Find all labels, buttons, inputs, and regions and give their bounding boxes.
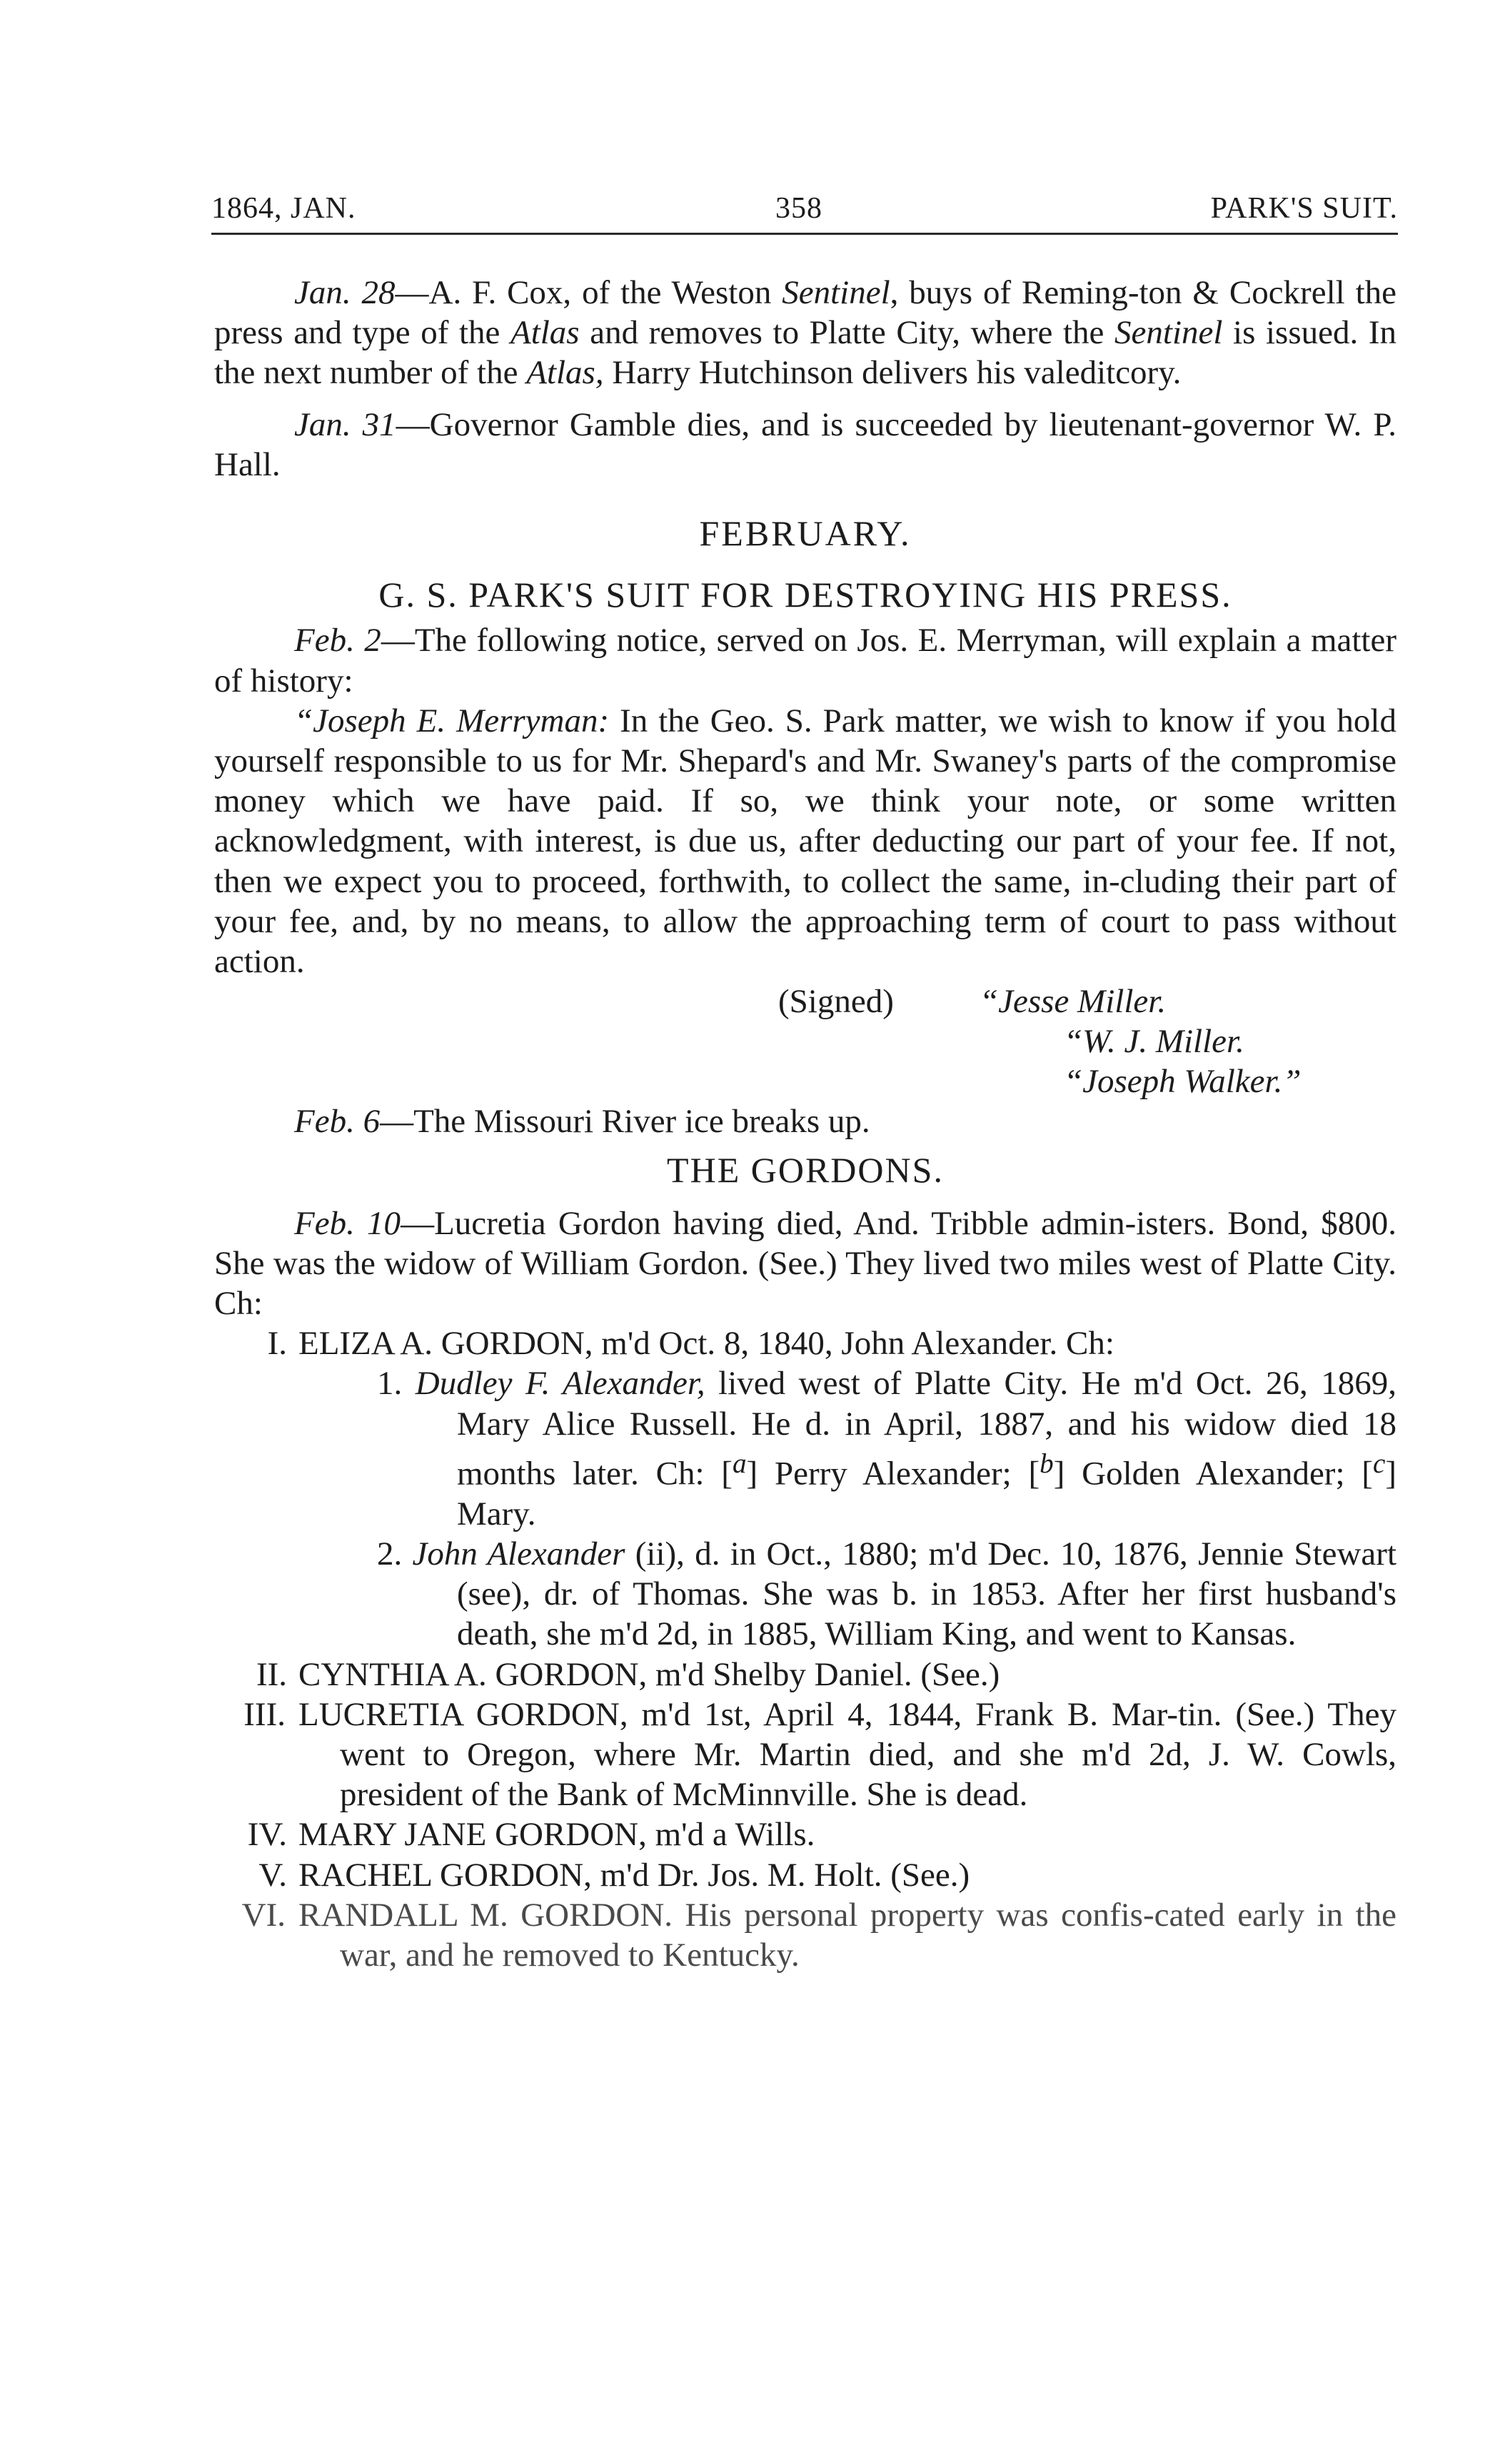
grandchild-name: Dudley F. Alexander, [415,1365,705,1403]
entry-text: —A. F. Cox, of the Weston [395,274,782,311]
child-text: RACHEL GORDON, m'd Dr. Jos. M. Holt. (See.) [298,1856,970,1894]
section-heading-month: FEBRUARY. [699,513,912,554]
entry-text: —Lucretia Gordon having died, And. Tribble admin-isters. Bond, $800. She was the widow of William Gordon. (See.) They lived two miles west of Platte City. Ch: [214,1204,1396,1323]
entry-text: —Governor Gamble dies, and is succeeded by lieutenant-governor W. P. Hall. [214,405,1396,483]
entry-feb-10 [214,1203,1396,1324]
running-header [211,191,1398,234]
section-heading-gordons: THE GORDONS. [667,1150,944,1191]
grandchild-text: ] Golden Alexander; [ [1053,1455,1373,1493]
header-rule [211,233,1398,235]
newspaper-name: Sentinel [1114,314,1223,352]
child-entry [214,1323,1396,1363]
roman-numeral: III. [243,1695,286,1733]
entry-date: Feb. 10 [294,1204,401,1242]
entry-text: is issued. In the next number of the [214,314,1397,392]
roman-numeral: II. [256,1655,287,1693]
newspaper-name: Atlas, [526,354,604,392]
child-entry [214,1814,1396,1854]
child-entry [214,1655,1396,1695]
header-date: 1864, JAN. [211,192,356,225]
letter-salutation: “Joseph E. Merryman: [294,702,610,739]
child-entry [214,1895,1396,1975]
entry-date: Feb. 6 [294,1103,381,1141]
signer-name: “W. J. Miller. [1064,1023,1244,1061]
grandchild-text: (ii), d. in Oct., 1880; m'd Dec. 10, 1876, Jennie Stewart (see), dr. of Thomas. She was b. in 1853. After her first husband's death, she m'd 2d, in 1885, William King, and went to Kansas. [457,1535,1396,1653]
letter-body: In the Geo. S. Park matter, we wish to know if you hold yourself responsible to us for Mr. Shepard's and Mr. Swaney's parts of the compromise money which we have paid. If so, we think your note, or some written acknowledgment, with interest, is due us, after deducting our part of your fee. If not, then we expect you to proceed, forthwith, to collect the same, in-cluding their part of your fee, and, by no means, to allow the approaching term of court to pass without action. [214,702,1396,981]
child-text: CYNTHIA A. GORDON, m'd Shelby Daniel. (See.) [298,1655,1000,1693]
roman-numeral: VI. [241,1896,286,1934]
grandchild-text: ] Perry Alexander; [ [746,1455,1040,1493]
footnote-letter: a [732,1448,747,1479]
child-text: MARY JANE GORDON, m'd a Wills. [298,1816,815,1854]
signed-label: (Signed) [778,983,894,1021]
entry-text: and removes to Platte City, where the [579,314,1115,352]
entry-text: —The Missouri River ice breaks up. [380,1103,870,1141]
entry-jan-28 [214,273,1396,393]
grandchild-number: 2. [377,1535,403,1572]
entry-date: Jan. 31 [294,405,396,443]
roman-numeral: V. [258,1856,287,1894]
grandchild-entry [214,1363,1396,1533]
roman-numeral: I. [267,1325,287,1363]
child-text: LUCRETIA GORDON, m'd 1st, April 4, 1844, Frank B. Mar-tin. (See.) They went to Oregon, where Mr. Martin died, and she m'd 2d, J. W. Cowls, president of the Bank of McMinnville. She is dead. [298,1695,1396,1814]
roman-numeral: IV. [247,1816,287,1854]
signature-line-3 [214,1061,1396,1101]
grandchild-name: John Alexander [412,1535,625,1572]
child-text: RANDALL M. GORDON. His personal property was confis-cated early in the war, and he removed to Kentucky. [298,1896,1396,1974]
quoted-letter [214,701,1396,981]
signature-line-2 [214,1021,1396,1061]
entry-date: Feb. 2 [294,622,381,660]
signer-name: “Joseph Walker.” [1064,1063,1302,1101]
entry-jan-31 [214,405,1396,485]
signature-line-1 [214,981,1396,1021]
entry-date: Jan. 28 [294,274,396,311]
newspaper-name: Sentinel [782,274,890,311]
footnote-letter: c [1372,1448,1386,1479]
grandchild-text: ] Mary. [457,1455,1396,1533]
entry-text: , buys of Reming-ton & Cockrell the press and type of the [214,274,1396,352]
entry-text: —The following notice, served on Jos. E. Merryman, will explain a matter of history: [214,622,1396,700]
entry-feb-6 [214,1101,1396,1141]
grandchild-text: lived west of Platte City. He m'd Oct. 26, 1869, Mary Alice Russell. He d. in April, 1887, and his widow died 18 months later. Ch: [ [457,1365,1396,1493]
entry-feb-2 [214,620,1396,700]
header-title: PARK'S SUIT. [1210,192,1398,225]
section-heading-suit: G. S. PARK'S SUIT FOR DESTROYING HIS PRESS. [378,575,1232,615]
page-body [214,273,1396,1975]
signer-name: “Jesse Miller. [980,983,1167,1021]
entry-text: Harry Hutchinson delivers his valeditcory. [603,354,1182,392]
child-text: ELIZA A. GORDON, m'd Oct. 8, 1840, John Alexander. Ch: [298,1325,1114,1363]
child-entry [214,1855,1396,1895]
page-number: 358 [775,192,822,225]
newspaper-name: Atlas [510,314,580,352]
child-entry [214,1695,1396,1815]
grandchild-number: 1. [377,1365,403,1403]
grandchild-entry [214,1534,1396,1655]
footnote-letter: b [1040,1448,1054,1479]
